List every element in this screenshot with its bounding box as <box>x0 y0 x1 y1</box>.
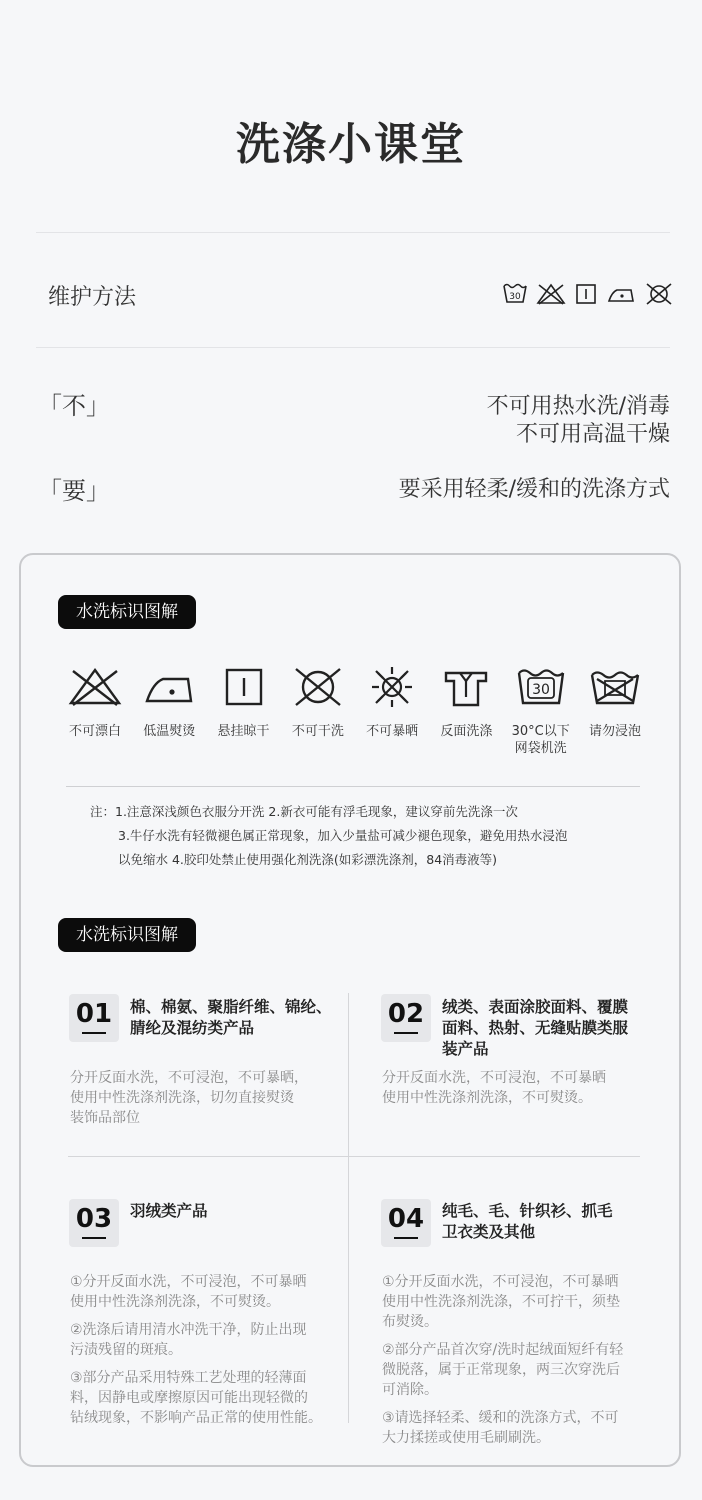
wash-30-icon <box>502 282 528 306</box>
note-line: 注：1.注意深浅颜色衣服分开洗 2.新衣可能有浮毛现象，建议穿前先洗涤一次 <box>90 804 518 819</box>
no-bleach-icon <box>67 665 123 709</box>
svg-text:30: 30 <box>509 292 521 302</box>
hang-dry-icon <box>216 665 272 709</box>
divider <box>36 347 670 348</box>
wash-symbol-label: 反面洗涤 <box>440 724 493 739</box>
no-sun-dry-icon <box>364 665 420 709</box>
category-description: ①分开反面水洗，不可浸泡，不可暴晒 使用中性洗涤剂洗涤，不可拧干，须垫 布熨烫。 ②部分产品首次穿/洗时起绒面短纤有轻 微脱落，属于正常现象，两三次穿洗后 可消除。 ③请选择轻柔、缓和的洗涤方式，不可 大力揉搓或使用毛刷刷洗。 <box>382 1274 624 1446</box>
rule-yes-text: 要采用轻柔/缓和的洗涤方式 <box>398 477 670 502</box>
wash-symbol-label: 低温熨烫 <box>143 724 196 739</box>
low-iron-icon <box>606 282 636 306</box>
category-number-badge: 01 <box>69 994 119 1042</box>
washing-notes <box>90 800 567 872</box>
wash-symbol-label: 悬挂晾干 <box>217 724 270 739</box>
category-title: 纯毛、毛、针织衫、抓毛 卫衣类及其他 <box>442 1202 613 1241</box>
wash-symbol-item <box>134 665 204 757</box>
divider <box>36 232 670 233</box>
page-title: 洗涤小课堂 <box>236 119 466 170</box>
category-title: 绒类、表面涂胶面料、覆膜 面料、热射、无缝贴膜类服 装产品 <box>442 998 629 1058</box>
section-title-pill: 水洗标识图解 <box>58 918 196 952</box>
no-bleach-icon <box>536 282 566 306</box>
note-line: 以免缩水 4.胶印处禁止使用强化剂洗涤(如彩漂洗涤剂，84消毒液等) <box>118 852 498 867</box>
rule-bracket-yes: 「要」 <box>38 477 110 505</box>
rule-bracket-no: 「不」 <box>38 392 110 420</box>
low-iron-icon <box>141 665 197 709</box>
wash-symbol-item <box>60 665 130 757</box>
wash-symbol-row <box>60 665 650 757</box>
no-dry-clean-icon <box>644 282 674 306</box>
wash-symbol-label: 不可暴晒 <box>366 724 419 739</box>
note-line: 3.牛仔水洗有轻微褪色属正常现象，加入少量盐可减少褪色现象，避免用热水浸泡 <box>118 828 568 843</box>
rule-no-text: 不可用热水洗/消毒 不可用高温干燥 <box>486 394 670 447</box>
wash-inside-out-icon <box>438 665 494 709</box>
no-soak-icon <box>587 665 643 709</box>
hang-dry-icon <box>574 282 598 306</box>
wash-symbol-item <box>431 665 501 757</box>
wash-symbol-item <box>357 665 427 757</box>
wash-30-bag-icon <box>513 665 569 709</box>
category-number-badge: 03 <box>69 1199 119 1247</box>
category-number-badge: 04 <box>381 1199 431 1247</box>
category-description: 分开反面水洗，不可浸泡，不可暴晒 使用中性洗涤剂洗涤，不可熨烫。 <box>382 1070 606 1106</box>
category-description: 分开反面水洗，不可浸泡，不可暴晒， 使用中性洗涤剂洗涤，切勿直接熨烫 装饰品部位 <box>70 1070 308 1126</box>
wash-symbol-label: 请勿浸泡 <box>588 724 641 739</box>
grid-divider-vertical <box>348 993 349 1423</box>
wash-symbol-label: 30°C以下 网袋机洗 <box>511 724 570 756</box>
divider <box>66 786 640 787</box>
wash-symbol-item <box>506 665 576 757</box>
care-icons <box>502 282 674 306</box>
category-description: ①分开反面水洗，不可浸泡，不可暴晒 使用中性洗涤剂洗涤，不可熨烫。 ②洗涤后请用清水冲洗干净，防止出现 污渍残留的斑痕。 ③部分产品采用特殊工艺处理的轻薄面 料，因静电或摩擦原因可能出现轻微的 钻绒现象，不影响产品正常的使用性能。 <box>70 1274 322 1426</box>
wash-symbol-item <box>580 665 650 757</box>
care-method-label: 维护方法 <box>48 285 137 310</box>
category-number-badge: 02 <box>381 994 431 1042</box>
no-dry-clean-icon <box>290 665 346 709</box>
grid-divider-horizontal <box>68 1156 640 1157</box>
section-title-pill: 水洗标识图解 <box>58 595 196 629</box>
wash-symbol-label: 不可干洗 <box>291 724 344 739</box>
wash-symbol-item <box>283 665 353 757</box>
wash-symbol-item <box>209 665 279 757</box>
wash-symbol-label: 不可漂白 <box>68 724 121 739</box>
category-title: 羽绒类产品 <box>130 1202 208 1220</box>
category-title: 棉、棉氨、聚脂纤维、锦纶、 腈纶及混纺类产品 <box>130 998 332 1037</box>
svg-text:30: 30 <box>531 682 550 698</box>
